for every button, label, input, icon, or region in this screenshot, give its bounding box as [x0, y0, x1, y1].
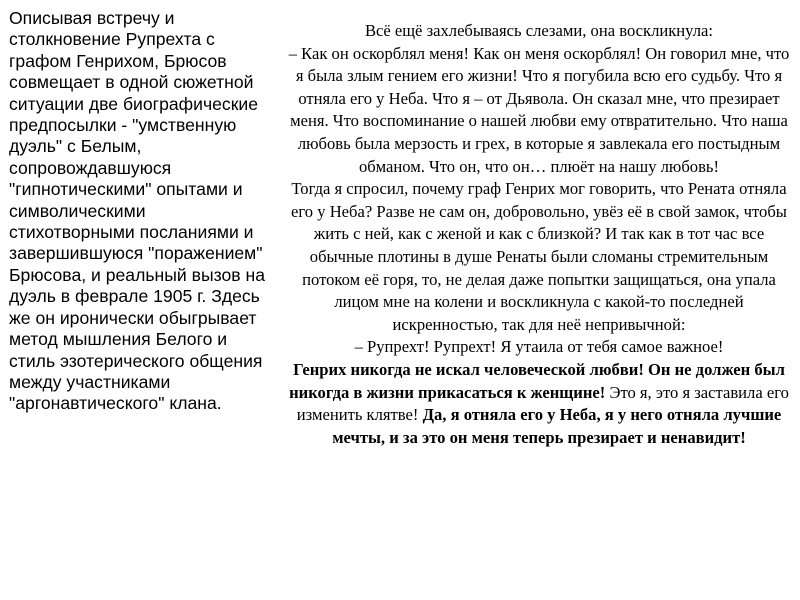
excerpt-bold-1: Генрих никогда не искал человеческой любви! Он не должен был никогда в жизни прикасаться к женщине! — [289, 359, 785, 402]
commentary-text: Описывая встречу и столкновение Рупрехта с графом Генрихом, Брюсов совмещает в одной сюжетной ситуации две биографические предпосылки - "умственную дуэль" с Белым, сопровождавшуюся "гипнотическими" опытами и символическими стихотворными посланиями и завершившуюся "поражением" Брюсова, и реальный вызов на дуэль в феврале 1905 г. Здесь же он иронически обыгрывает метод мышления Белого и стиль эзотерического общения между участниками "аргонавтического" клана. — [9, 8, 265, 414]
excerpt-bold-2: Да, я отняла его у Неба, я у него отняла лучшие мечты, и за это он меня теперь презирает и ненавидит! — [332, 405, 782, 447]
novel-excerpt — [283, 20, 795, 449]
excerpt-plain-1: Это я, это я заставила его изменить клятве! — [296, 382, 789, 425]
excerpt-speech-1: – Как он оскорблял меня! Как он меня оскорблял! Он говорил мне, что я была злым гением его жизни! Что я погубила всю его судьбу. Что я отняла его у Неба. Что я – от Дьявола. Он сказал мне, что презирает меня. Что воспоминание о нашей любви ему отвратительно. Что наша любовь была мерзость и грех, в которые я завлекала его постыдным обманом. Что он, что он… плюёт на нашу любовь! — [288, 43, 790, 176]
excerpt-narration: Тогда я спросил, почему граф Генрих мог говорить, что Рената отняла его у Неба? Разве не сам он, добровольно, увёз её в свой замок, чтобы жить с ней, как с женой и как с близкой? И так как в тот час все обычные плотины в душе Ренаты были сломаны стремительным потоком её горя, то, не делая даже попытки защищаться, она упала лицом мне на колени и воскликнула с какой-то последней искренностью, так для неё непривычной: — [291, 179, 787, 334]
excerpt-final — [283, 359, 795, 449]
excerpt-intro: Всё ещё захлебываясь слезами, она воскликнула: — [364, 21, 714, 40]
excerpt-speech-2: – Рупрехт! Рупрехт! Я утаила от тебя самое важное! — [354, 337, 724, 357]
